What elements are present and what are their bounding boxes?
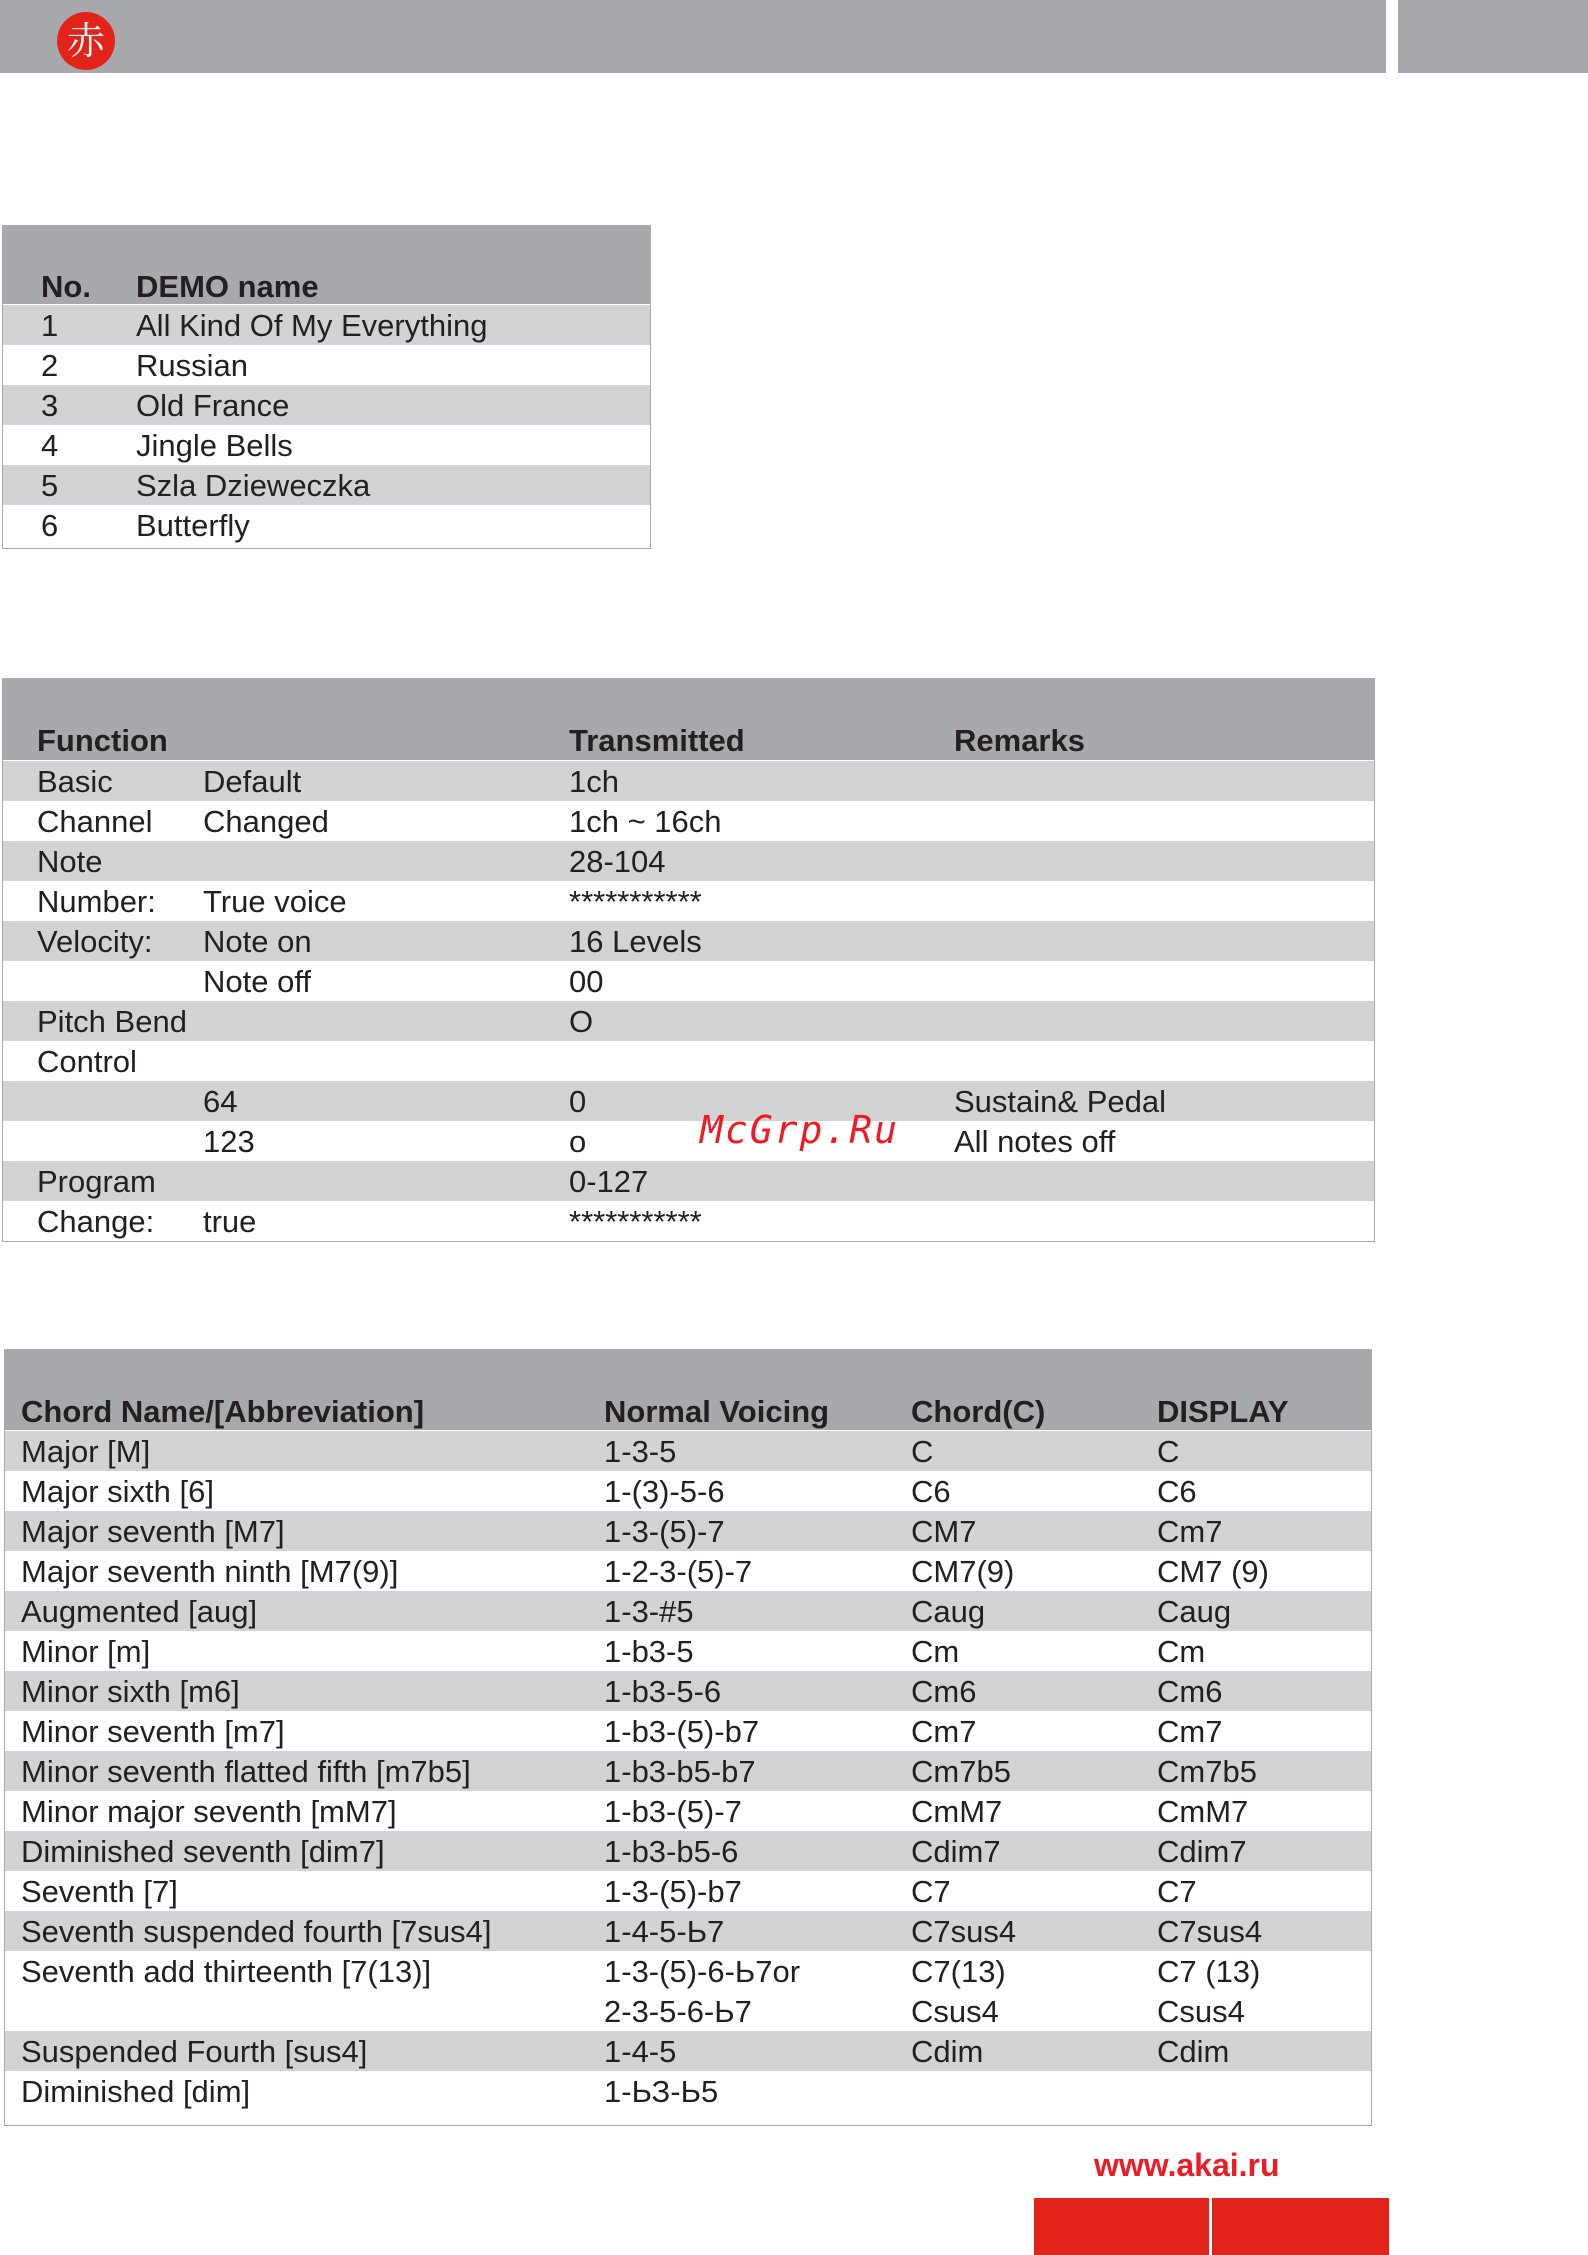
chord-voicing: 1-3-(5)-b7 [604,1874,742,1909]
midi-col-function: Function [37,723,168,758]
chord-c: C6 [911,1474,951,1509]
chord-c: C [911,1434,934,1469]
chord-name: Minor seventh [m7] [21,1714,285,1749]
chord-display: Cm7 [1157,1714,1223,1749]
chord-col-name: Chord Name/[Abbreviation] [21,1394,425,1429]
chord-table [4,1349,1372,2126]
table-row [3,1041,1374,1081]
chord-c: Cm7 [911,1714,977,1749]
chord-c: Cdim7 [911,1834,1001,1869]
table-row [3,881,1374,921]
chord-display: CmM7 [1157,1794,1249,1829]
midi-function: Pitch Bend [37,1004,187,1039]
table-row [3,305,650,345]
table-row [3,921,1374,961]
header-bar [0,0,1386,73]
table-row [3,761,1374,801]
chord-name: Minor seventh flatted fifth [m7b5] [21,1754,471,1789]
table-row [3,465,650,505]
chord-c: C7 [911,1874,951,1909]
chord-c: CmM7 [911,1794,1003,1829]
demo-name: Jingle Bells [136,428,293,463]
chord-voicing: 1-4-5 [604,2034,677,2069]
midi-function: Channel [37,804,153,839]
chord-name: Diminished seventh [dim7] [21,1834,385,1869]
table-row [3,425,650,465]
chord-name: Seventh add thirteenth [7(13)] [21,1954,432,1989]
chord-display: C7 [1157,1874,1197,1909]
demo-number: 2 [41,348,59,383]
demo-number: 3 [41,388,59,423]
midi-transmitted: O [569,1004,594,1039]
chord-name: Diminished [dim] [21,2074,251,2109]
chord-display: Caug [1157,1594,1232,1629]
midi-table [2,678,1375,1242]
chord-name: Minor sixth [m6] [21,1674,240,1709]
table-row [5,1631,1371,1671]
demo-name: Russian [136,348,248,383]
table-row [5,1751,1371,1791]
chord-c: Cdim [911,2034,984,2069]
table-row [5,1951,1371,1991]
table-row [5,1711,1371,1751]
midi-sub: Note on [203,924,312,959]
midi-remarks: All notes off [954,1124,1116,1159]
chord-display: Cdim7 [1157,1834,1247,1869]
chord-voicing: 1-4-5-Ь7 [604,1914,725,1949]
demo-table-header [3,226,650,304]
footer-red-block [1034,2198,1209,2255]
chord-c: C7(13) [911,1954,1006,1989]
midi-function: Basic [37,764,113,799]
chord-c: Cm7b5 [911,1754,1011,1789]
demo-number: 5 [41,468,59,503]
chord-voicing: 1-3-#5 [604,1594,694,1629]
table-row [5,1871,1371,1911]
demo-number: 6 [41,508,59,543]
chord-voicing: 1-2-3-(5)-7 [604,1554,753,1589]
demo-name: All Kind Of My Everything [136,308,488,343]
table-row [5,1831,1371,1871]
demo-number: 4 [41,428,59,463]
chord-voicing: 1-b3-5-6 [604,1674,722,1709]
demo-name: Szla Dzieweczka [136,468,371,503]
midi-function: Change: [37,1204,155,1239]
table-row [5,1791,1371,1831]
midi-function: Velocity: [37,924,153,959]
chord-name: Major seventh ninth [M7(9)] [21,1554,399,1589]
chord-display: C7 (13) [1157,1954,1261,1989]
midi-transmitted: 1ch ~ 16ch [569,804,722,839]
chord-col-chordc: Chord(C) [911,1394,1046,1429]
midi-transmitted: o [569,1124,587,1159]
watermark-text: McGrp.Ru [700,1108,900,1152]
chord-voicing: 1-b3-(5)-7 [604,1794,742,1829]
chord-voicing: 1-b3-5 [604,1634,694,1669]
chord-c: Cm [911,1634,960,1669]
table-row [3,841,1374,881]
chord-name: Major [M] [21,1434,151,1469]
chord-display: C [1157,1434,1180,1469]
chord-voicing: 1-b3-b5-b7 [604,1754,756,1789]
midi-col-transmitted: Transmitted [569,723,745,758]
chord-display: Cm7 [1157,1514,1223,1549]
chord-voicing: 1-b3-b5-6 [604,1834,739,1869]
midi-col-remarks: Remarks [954,723,1085,758]
table-row [5,1471,1371,1511]
table-row [3,385,650,425]
chord-name: Major seventh [M7] [21,1514,285,1549]
table-row [5,1911,1371,1951]
chord-display: Csus4 [1157,1994,1245,2029]
midi-function: Control [37,1044,137,1079]
midi-transmitted: *********** [569,1204,702,1239]
chord-display: Cm7b5 [1157,1754,1257,1789]
table-row [5,1551,1371,1591]
demo-col-name: DEMO name [136,269,319,304]
midi-sub: true [203,1204,257,1239]
midi-function: Program [37,1164,156,1199]
chord-voicing: 1-b3-(5)-b7 [604,1714,760,1749]
midi-remarks: Sustain& Pedal [954,1084,1166,1119]
chord-c: Csus4 [911,1994,999,2029]
table-row [3,1001,1374,1041]
chord-c: Cm6 [911,1674,977,1709]
chord-voicing: 1-3-5 [604,1434,677,1469]
table-row [5,1591,1371,1631]
midi-transmitted: 16 Levels [569,924,702,959]
chord-c: Caug [911,1594,986,1629]
midi-table-header [3,679,1374,760]
table-row [5,1991,1371,2031]
table-row [3,1121,1374,1161]
chord-display: CM7 (9) [1157,1554,1269,1589]
table-row [3,961,1374,1001]
chord-voicing: 1-3-(5)-6-Ь7or [604,1954,801,1989]
chord-display: C7sus4 [1157,1914,1263,1949]
table-row [3,345,650,385]
chord-voicing: 2-3-5-6-Ь7 [604,1994,752,2029]
chord-c: CM7 [911,1514,977,1549]
midi-sub: True voice [203,884,347,919]
chord-col-voicing: Normal Voicing [604,1394,830,1429]
table-row [3,505,650,545]
midi-sub: Note off [203,964,312,999]
chord-name: Minor [m] [21,1634,151,1669]
midi-sub: 123 [203,1124,255,1159]
chord-voicing: 1-(3)-5-6 [604,1474,725,1509]
chord-name: Seventh [7] [21,1874,178,1909]
midi-transmitted: 0-127 [569,1164,649,1199]
demo-table [2,225,651,549]
demo-col-no: No. [41,269,91,304]
chord-col-display: DISPLAY [1157,1394,1289,1429]
chord-voicing: 1-3-(5)-7 [604,1514,725,1549]
midi-function: Note [37,844,103,879]
chord-name: Suspended Fourth [sus4] [21,2034,368,2069]
chord-table-header [5,1350,1371,1430]
table-row [5,2071,1371,2111]
brand-logo-icon: 赤 [57,12,115,70]
chord-display: C6 [1157,1474,1197,1509]
chord-c: CM7(9) [911,1554,1015,1589]
table-row [3,801,1374,841]
chord-display: Cdim [1157,2034,1230,2069]
midi-transmitted: 0 [569,1084,587,1119]
midi-transmitted: 28-104 [569,844,666,879]
midi-sub: Default [203,764,302,799]
midi-transmitted: 00 [569,964,604,999]
table-row [5,1431,1371,1471]
table-row [3,1081,1374,1121]
midi-transmitted: *********** [569,884,702,919]
midi-sub: Changed [203,804,329,839]
demo-name: Old France [136,388,290,423]
chord-display: Cm6 [1157,1674,1223,1709]
table-row [3,1201,1374,1241]
chord-display: Cm [1157,1634,1206,1669]
midi-function: Number: [37,884,156,919]
chord-voicing: 1-ЬЗ-Ь5 [604,2074,719,2109]
chord-c: C7sus4 [911,1914,1017,1949]
table-row [5,1671,1371,1711]
website-link[interactable]: www.akai.ru [1094,2147,1280,2183]
chord-name: Major sixth [6] [21,1474,214,1509]
demo-name: Butterfly [136,508,250,543]
header-bar-right [1398,0,1588,73]
table-row [3,1161,1374,1201]
chord-name: Seventh suspended fourth [7sus4] [21,1914,492,1949]
table-row [5,1511,1371,1551]
midi-sub: 64 [203,1084,238,1119]
chord-name: Minor major seventh [mM7] [21,1794,397,1829]
footer-red-block-right [1212,2198,1389,2255]
midi-transmitted: 1ch [569,764,619,799]
chord-name: Augmented [aug] [21,1594,258,1629]
table-row [5,2031,1371,2071]
demo-number: 1 [41,308,59,343]
